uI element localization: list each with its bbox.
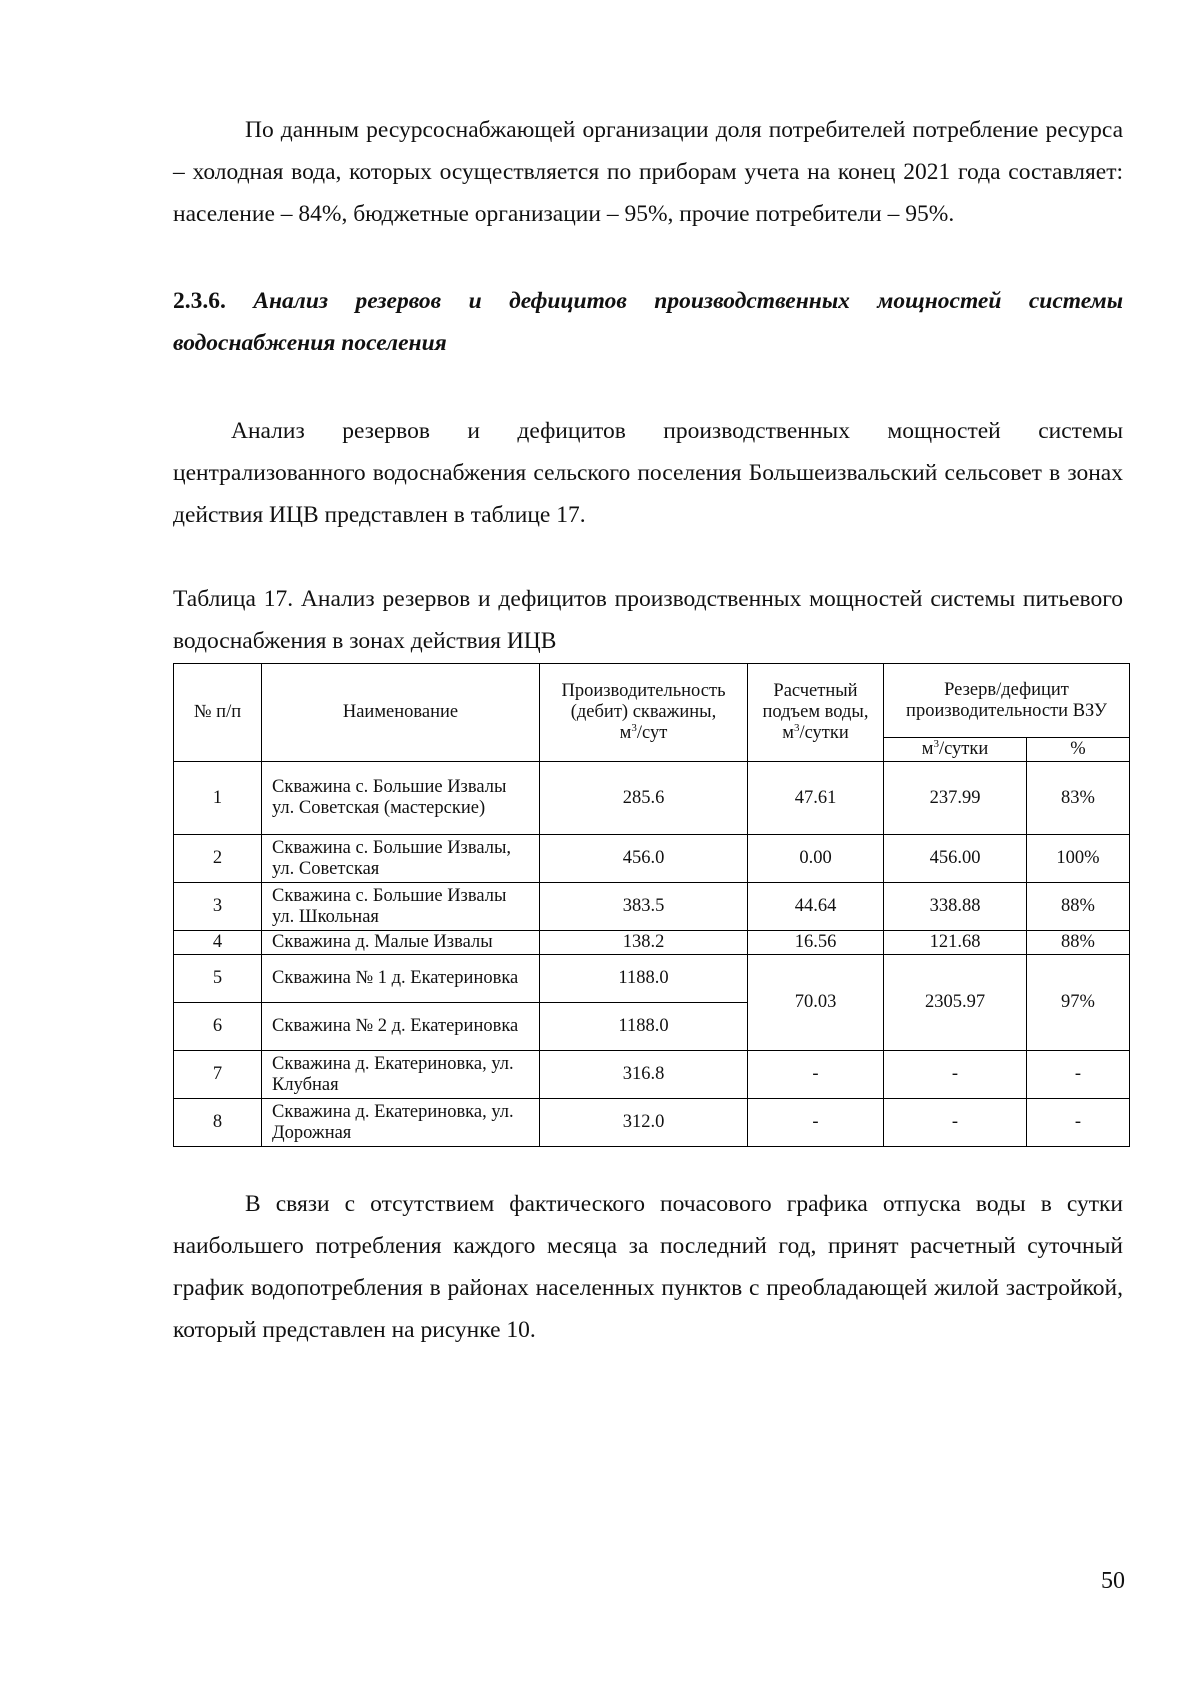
- header-name: Наименование: [262, 664, 540, 762]
- cell-num: 3: [174, 883, 262, 931]
- cell-num: 6: [174, 1003, 262, 1051]
- cell-reserve: 237.99: [884, 762, 1027, 835]
- page-number: 50: [1101, 1568, 1125, 1594]
- paragraph-consumers-metering: По данным ресурсоснабжающей организации доля потребителей потребление ресурса – холодная вода, которых осуществляется по приборам учета на конец 2021 года составляет: население – 84%, бюджетные организации – 95%, прочие потребители – 95%.: [173, 117, 1123, 227]
- cell-reserve: 338.88: [884, 883, 1027, 931]
- cell-num: 5: [174, 955, 262, 1003]
- cell-productivity: 285.6: [540, 762, 748, 835]
- reserves-deficits-table: [173, 663, 1130, 1147]
- cell-pct: 97%: [1027, 955, 1130, 1051]
- cell-pct: 88%: [1027, 931, 1130, 955]
- cell-productivity: 383.5: [540, 883, 748, 931]
- table-caption: Таблица 17. Анализ резервов и дефицитов производственных мощностей системы питьевого водоснабжения в зонах действия ИЦВ: [173, 586, 1123, 654]
- section-heading: [173, 280, 1123, 364]
- cell-pct: -: [1027, 1051, 1130, 1099]
- table-row: [174, 835, 1130, 883]
- cell-name: Скважина д. Малые Извалы: [262, 931, 540, 955]
- header-reserve-unit: $м^3$/сутки: [884, 738, 1027, 762]
- cell-reserve: -: [884, 1051, 1027, 1099]
- cell-lift: 16.56: [748, 931, 884, 955]
- cell-lift: 70.03: [748, 955, 884, 1051]
- cell-name: Скважина с. Большие Извалы, ул. Советская: [262, 835, 540, 883]
- cell-pct: 83%: [1027, 762, 1130, 835]
- cell-productivity: 1188.0: [540, 955, 748, 1003]
- table-row: [174, 931, 1130, 955]
- cell-productivity: 316.8: [540, 1051, 748, 1099]
- table-row: [174, 883, 1130, 931]
- table-header-row: [174, 664, 1130, 738]
- cell-reserve: 456.00: [884, 835, 1027, 883]
- header-reserve: Резерв/дефицит производительности ВЗУ: [884, 664, 1130, 738]
- paragraph-analysis-intro: Анализ резервов и дефицитов производственных мощностей системы централизованного водоснабжения сельского поселения Большеизвальский сельсовет в зонах действия ИЦВ представлен в таблице 17.: [173, 418, 1123, 528]
- table-row: [174, 1099, 1130, 1147]
- table-row: [174, 955, 1130, 1003]
- cell-name: Скважина с. Большие Извалы ул. Советская (мастерские): [262, 762, 540, 835]
- header-lift: Расчетный подъем воды, $м^3$/сутки: [748, 664, 884, 762]
- cell-productivity: 1188.0: [540, 1003, 748, 1051]
- cell-num: 7: [174, 1051, 262, 1099]
- cell-productivity: 312.0: [540, 1099, 748, 1147]
- header-reserve-pct: %: [1027, 738, 1130, 762]
- table-row: [174, 762, 1130, 835]
- table-row: [174, 1051, 1130, 1099]
- cell-reserve: -: [884, 1099, 1027, 1147]
- cell-name: Скважина № 2 д. Екатериновка: [262, 1003, 540, 1051]
- cell-num: 1: [174, 762, 262, 835]
- cell-name: Скважина д. Екатериновка, ул. Клубная: [262, 1051, 540, 1099]
- cell-reserve: 2305.97: [884, 955, 1027, 1051]
- paragraph-consumption-schedule: В связи с отсутствием фактического почасового графика отпуска воды в сутки наибольшего потребления каждого месяца за последний год, принят расчетный суточный график водопотребления в районах населенных пунктов с преобладающей жилой застройкой, который представлен на рисунке 10.: [173, 1191, 1123, 1343]
- cell-name: Скважина с. Большие Извалы ул. Школьная: [262, 883, 540, 931]
- cell-productivity: 138.2: [540, 931, 748, 955]
- cell-num: 4: [174, 931, 262, 955]
- cell-productivity: 456.0: [540, 835, 748, 883]
- cell-num: 2: [174, 835, 262, 883]
- header-productivity: Производительность (дебит) скважины, $м^3$/сут: [540, 664, 748, 762]
- cell-pct: 88%: [1027, 883, 1130, 931]
- cell-lift: 44.64: [748, 883, 884, 931]
- cell-lift: -: [748, 1099, 884, 1147]
- cell-num: 8: [174, 1099, 262, 1147]
- cell-name: Скважина д. Екатериновка, ул. Дорожная: [262, 1099, 540, 1147]
- section-number: 2.3.6.: [173, 288, 226, 314]
- cell-lift: -: [748, 1051, 884, 1099]
- header-num: № п/п: [174, 664, 262, 762]
- cell-name: Скважина № 1 д. Екатериновка: [262, 955, 540, 1003]
- cell-lift: 0.00: [748, 835, 884, 883]
- cell-pct: -: [1027, 1099, 1130, 1147]
- cell-lift: 47.61: [748, 762, 884, 835]
- cell-reserve: 121.68: [884, 931, 1027, 955]
- section-title: Анализ резервов и дефицитов производственных мощностей системы водоснабжения поселения: [173, 288, 1123, 356]
- cell-pct: 100%: [1027, 835, 1130, 883]
